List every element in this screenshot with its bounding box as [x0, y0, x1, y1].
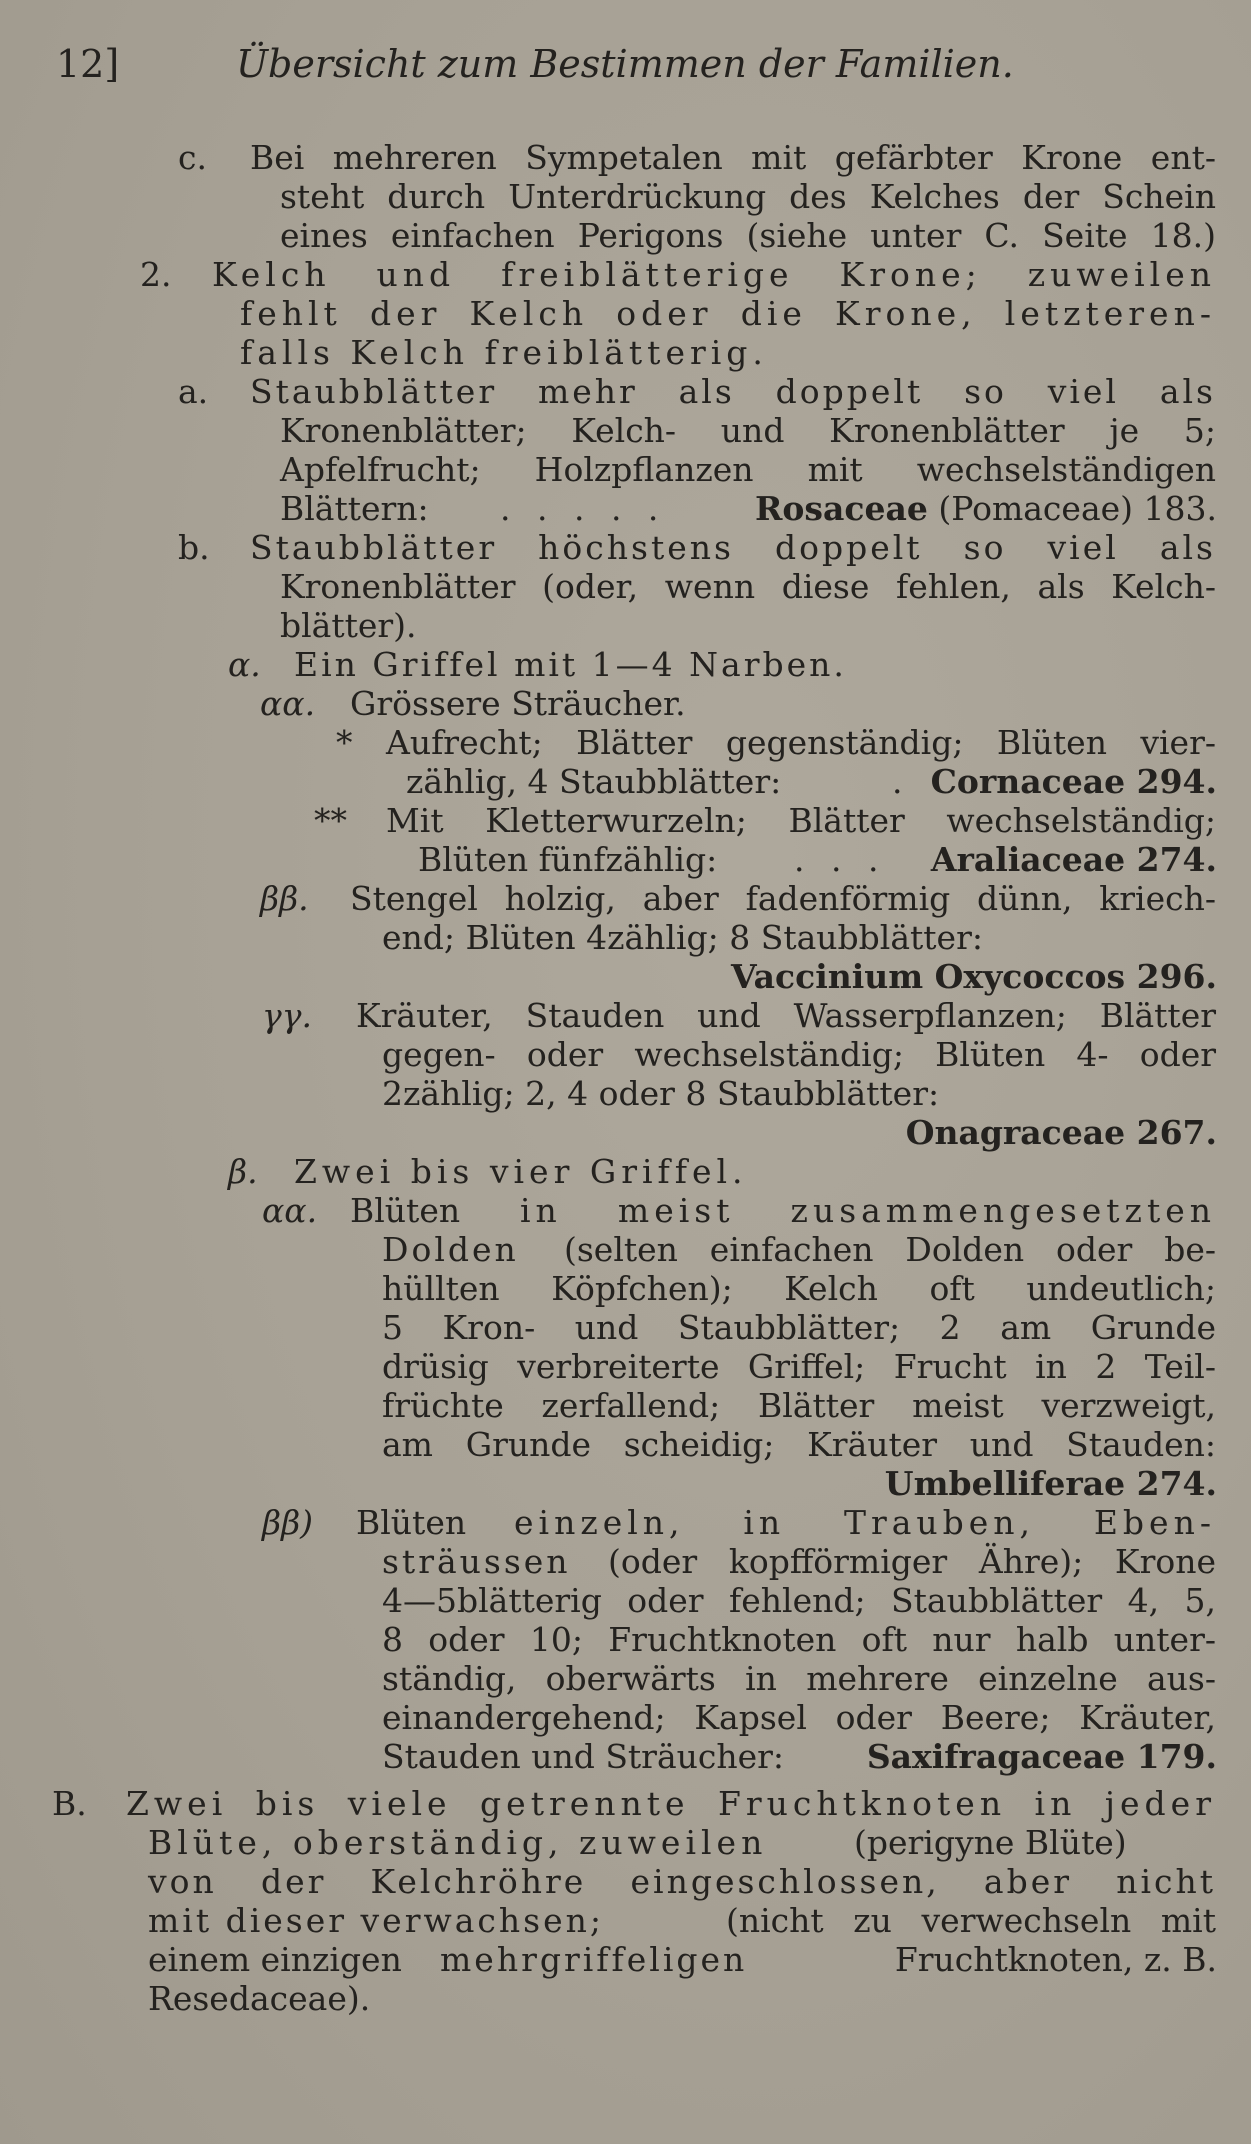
text-line: Zwei bis viele getrennte Fruchtknoten in jeder: [126, 1784, 1216, 1823]
item-marker-double-star: **: [314, 801, 347, 840]
text-line: Kelch und freiblätterige Krone; zuweilen: [212, 255, 1216, 294]
page-number: 12]: [56, 42, 120, 86]
text-line: falls Kelch freiblätterig.: [240, 333, 768, 372]
item-marker-beta: β.: [228, 1152, 258, 1191]
item-marker-alpha: α.: [228, 645, 261, 684]
text-line: einandergehend; Kapsel oder Beere; Kräuter,: [382, 1698, 1216, 1737]
text-line: einem einzigen: [148, 1940, 402, 1979]
text-line: früchte zerfallend; Blätter meist verzweigt,: [382, 1386, 1216, 1425]
text-line: (nicht zu verwechseln mit: [726, 1901, 1216, 1940]
item-marker-bb: ββ.: [260, 879, 309, 918]
text-line: drüsig verbreiterte Griffel; Frucht in 2 Teil-: [382, 1347, 1216, 1386]
text-line: Grössere Sträucher.: [350, 684, 686, 723]
text-line: blätter).: [280, 606, 417, 645]
text-line: am Grunde scheidig; Kräuter und Stauden:: [382, 1425, 1216, 1464]
item-marker-aa: αα.: [260, 684, 316, 723]
text-line: Blättern:: [280, 489, 429, 528]
item-marker-bb: ββ): [262, 1503, 314, 1542]
family-name: Vaccinium Oxycoccos 296.: [731, 957, 1217, 996]
text-line: Stengel holzig, aber fadenförmig dünn, kriech-: [350, 879, 1216, 918]
text-line: Dolden: [382, 1230, 519, 1269]
text-line: Staubblätter mehr als doppelt so viel als: [250, 372, 1216, 411]
text-line: (selten einfachen Dolden oder be-: [564, 1230, 1216, 1269]
item-marker-gg: γγ.: [262, 996, 312, 1035]
text-line: gegen- oder wechselständig; Blüten 4- oder: [382, 1035, 1216, 1074]
leader-dots: . . .: [794, 840, 887, 879]
text-line: Ein Griffel mit 1—4 Narben.: [294, 645, 847, 684]
running-title: Übersicht zum Bestimmen der Familien.: [236, 42, 1014, 86]
leader-dots: .: [892, 762, 903, 801]
text-line: (oder kopfförmiger Ähre); Krone: [608, 1542, 1216, 1581]
text-line: (perigyne Blüte): [854, 1823, 1127, 1862]
text-line: 4—5blätterig oder fehlend; Staubblätter 4, 5,: [382, 1581, 1216, 1620]
family-name: Rosaceae: [754, 489, 928, 528]
text-line: mehrgriffeligen: [440, 1940, 748, 1979]
text-line: 2zählig; 2, 4 oder 8 Staubblätter:: [382, 1074, 940, 1113]
text-line: Zwei bis vier Griffel.: [294, 1152, 748, 1191]
text-line: in meist zusammengesetzten: [520, 1191, 1216, 1230]
text-line: Mit Kletterwurzeln; Blätter wechselständig;: [386, 801, 1216, 840]
item-marker-c: c.: [178, 138, 207, 177]
text-line: sträussen: [382, 1542, 571, 1581]
text-line: Staubblätter höchstens doppelt so viel als: [250, 528, 1216, 567]
item-marker-2: 2.: [140, 255, 172, 294]
text-line: Blüte, oberständig, zuweilen: [148, 1823, 768, 1862]
family-entry: [755, 490, 1217, 528]
text-line: Kräuter, Stauden und Wasserpflanzen; Blätter: [356, 996, 1216, 1035]
text-line: mit dieser verwachsen;: [148, 1901, 604, 1940]
text-line: Kronenblätter; Kelch- und Kronenblätter je 5;: [280, 411, 1216, 450]
family-name: Araliaceae 274.: [930, 840, 1217, 879]
item-marker-aa: αα.: [262, 1191, 318, 1230]
text-line: ständig, oberwärts in mehrere einzelne aus-: [382, 1659, 1216, 1698]
family-name: Umbelliferae 274.: [884, 1464, 1217, 1503]
family-name: Saxifragaceae 179.: [866, 1737, 1217, 1776]
item-marker-a: a.: [178, 372, 209, 411]
text-line: Kronenblätter (oder, wenn diese fehlen, als Kelch-: [280, 567, 1216, 606]
item-marker-b: b.: [178, 528, 210, 567]
text-line: fehlt der Kelch oder die Krone, letzteren-: [240, 294, 1216, 333]
text-line: Blüten: [356, 1503, 467, 1542]
family-name: Cornaceae 294.: [930, 762, 1217, 801]
text-line: 8 oder 10; Fruchtknoten oft nur halb unter-: [382, 1620, 1216, 1659]
page-header: [56, 42, 1191, 102]
text-line: Apfelfrucht; Holzpflanzen mit wechselständigen: [280, 450, 1216, 489]
text-line: Blüten: [350, 1191, 461, 1230]
text-line: eines einfachen Perigons (siehe unter C. Seite 18.): [280, 216, 1216, 255]
family-name: Onagraceae 267.: [905, 1113, 1217, 1152]
text-line: end; Blüten 4zählig; 8 Staubblätter:: [382, 918, 983, 957]
item-marker-star: *: [336, 723, 353, 762]
item-marker-B: B.: [52, 1784, 87, 1823]
text-line: zählig, 4 Staubblätter:: [406, 762, 782, 801]
text-line: Fruchtknoten, z. B.: [894, 1940, 1217, 1979]
text-line: Stauden und Sträucher:: [382, 1737, 785, 1776]
text-line: Bei mehreren Sympetalen mit gefärbter Krone ent-: [250, 138, 1216, 177]
text-line: steht durch Unterdrückung des Kelches der Schein: [280, 177, 1216, 216]
text-line: hüllten Köpfchen); Kelch oft undeutlich;: [382, 1269, 1216, 1308]
text-line: 5 Kron- und Staubblätter; 2 am Grunde: [382, 1308, 1216, 1347]
text-line: Aufrecht; Blätter gegenständig; Blüten vier-: [386, 723, 1216, 762]
text-line: einzeln, in Trauben, Eben-: [514, 1503, 1216, 1542]
text-line: Resedaceae).: [148, 1979, 371, 2018]
text-line: Blüten fünfzählig:: [418, 840, 718, 879]
leader-dots: . . . . .: [500, 489, 667, 528]
family-note: (Pomaceae) 183.: [938, 489, 1217, 528]
text-line: von der Kelchröhre eingeschlossen, aber nicht: [148, 1862, 1216, 1901]
